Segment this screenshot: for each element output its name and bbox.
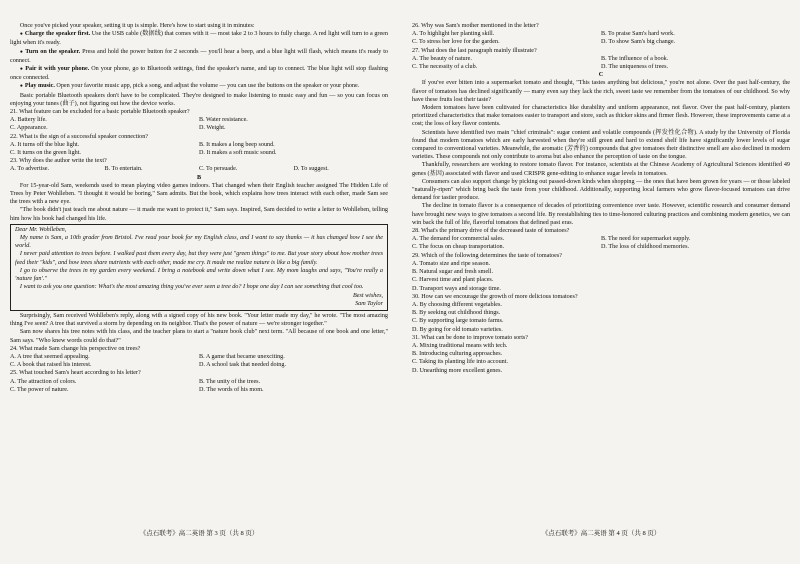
letter-paragraph-1: My name is Sam, a 10th grader from Bristol. I've read your book for my English class, and I want to say thanks — it has changed how I see the world.: [15, 235, 383, 250]
step-pair-text: On your phone, go to Bluetooth settings, find the speaker's name, and tap to connect. The blue light will stop flashing once connected.: [10, 66, 388, 82]
option-29-a: A. Tomato size and ripe season.: [412, 260, 491, 267]
option-23-c: C. To persuade.: [199, 166, 238, 173]
option-25-c: C. The power of nature.: [10, 386, 69, 393]
step-pair-title: ● Pair it with your phone.: [20, 66, 89, 72]
option-29-c: C. Harvest time and plant places.: [412, 277, 494, 284]
question-23-options: [10, 165, 388, 173]
question-27: 27. What does the last paragraph mainly illustrate?: [412, 47, 537, 54]
step-charge-text: Use the USB cable (数据线) that comes with it — most take 2 to 3 hours to fully charge. A red light will turn to a green light when it's ready.: [10, 31, 388, 47]
letter-greeting: Dear Mr. Wohlleben,: [15, 226, 67, 233]
page-footer-left: 《点石联考》高二英语 第 3 页（共 8 页）: [139, 530, 259, 537]
intro-paragraph: Once you've picked your speaker, setting it up is simple. Here's how to start using it in minutes:: [19, 23, 255, 29]
question-21: 21. What feature can be excluded for a basic portable Bluetooth speaker?: [10, 109, 190, 116]
option-26-a: A. To highlight her planting skill.: [412, 31, 495, 38]
passage-b-paragraph-1: For 15-year-old Sam, weekends used to mean playing video games indoors. That changed when their English teacher assigned The Hidden Life of Trees by Peter Wohlleben. "I thought it would be boring," Sam admits. But the book, which explains how trees interact with each other, made Sam see the trees with a new eye.: [10, 182, 388, 206]
question-30: 30. How can we encourage the growth of more delicious tomatoes?: [412, 293, 578, 300]
option-27-a: A. The beauty of nature.: [412, 55, 472, 62]
option-26-b: B. To praise Sam's hard work.: [601, 31, 675, 38]
option-21-d: D. Weight.: [199, 125, 226, 132]
option-22-c: C. It turns on the green light.: [10, 150, 81, 157]
option-29-b: B. Natural sugar and fresh smell.: [412, 269, 494, 276]
passage-c-paragraph-6: The decline in tomato flavor is a consequence of decades of prioritizing convenience over taste. However, scientific research and consumer demand have brought new ways to give tomatoes a second life. By reestablishing ties to time-honored culturing practices and combining modern genetics, we can win back the full of life, flavorful tomatoes that defined past eras.: [412, 203, 790, 226]
step-turn-on-title: ● Turn on the speaker.: [20, 49, 80, 55]
question-22-options: [10, 141, 388, 157]
option-21-a: A. Battery life.: [10, 117, 47, 124]
passage-b-paragraph-4: Sam now shares his tree notes with his class, and the teacher plans to start a "nature book club" next term. "All because of one book and one letter," Sam says. "Who knew words could do that?": [10, 329, 388, 344]
passage-c-paragraph-5: Consumers can also support change by picking out passed-down kinds when shopping — the ones that have been grown for years — or those labeled "naturally-ripen" which bring back the taste from your childhood. Additionally, supporting local farmers who grow flavor-focused tomatoes can drive demand for tastier produce.: [412, 178, 790, 202]
question-24: 24. What made Sam change his perspective on trees?: [10, 345, 141, 352]
section-b-heading: B: [196, 174, 202, 181]
option-30-d: D. By going for old tomato varieties.: [412, 326, 503, 333]
option-22-d: D. It makes a soft music sound.: [199, 150, 277, 157]
passage-b-paragraph-3: Surprisingly, Sam received Wohlleben's reply, along with a signed copy of his new book. "Your letter made my day," he wrote. "The most amazing thing I've seen? A tree that survived a storm by depending on its neighbor. That's the power of nature — we're stronger together.": [10, 312, 388, 328]
option-27-d: D. The uniqueness of trees.: [601, 64, 669, 71]
option-21-b: B. Water resistance.: [199, 117, 248, 124]
question-31: 31. What can be done to improve tomato sorts?: [412, 334, 529, 341]
option-24-a: A. A tree that seemed appealing.: [10, 353, 90, 360]
passage-c-paragraph-1: If you've ever bitten into a supermarket tomato and thought, "This tastes anything but delicious," you're not alone. Over the past half-century, the flavor of tomatoes has declined significantly — many even say they lack the rich, sweet taste we remember from the tomatoes of our childhood. So why have these fruits lost their taste?: [412, 80, 790, 103]
passage-c-paragraph-4: Thankfully, researchers are working to restore tomato flavor. For instance, scientists at the Chinese Academy of Agricultural Sciences identified 49 genes (基因) associated with flavor and used CRISPR gene-editing to enhance sugar levels in tomatoes.: [412, 162, 790, 177]
option-23-a: A. To advertise.: [10, 166, 50, 173]
section-c-heading: C: [598, 72, 604, 79]
step-charge: [10, 30, 388, 47]
option-30-b: B. By seeking out childhood things.: [412, 310, 501, 317]
option-23-d: D. To suggest.: [293, 166, 329, 173]
option-30-c: C. By supporting large tomato farms.: [412, 318, 504, 325]
option-29-d: D. Transport ways and storage time.: [412, 285, 501, 292]
option-28-d: D. The loss of childhood memories.: [601, 244, 690, 251]
option-27-b: B. The influence of a book.: [601, 55, 669, 62]
question-28-options: [412, 235, 790, 251]
question-28: 28. What's the primary drive of the decreased taste of tomatoes?: [412, 228, 570, 235]
option-27-c: C. The necessity of a club.: [412, 64, 478, 71]
option-21-c: C. Appearance.: [10, 125, 48, 132]
step-turn-on: [10, 48, 388, 65]
letter-paragraph-2: I never paid attention to trees before. I walked past them every day, but they were just "green things" to me. But your story about how mother trees feed their "kids", and how trees share nutrients with each other, made me cry. It made me realize nature is like a big family.: [15, 251, 383, 266]
option-26-d: D. To show Sam's big change.: [601, 39, 676, 46]
option-24-c: C. A book that raised his interest.: [10, 362, 92, 369]
step-charge-title: ● Charge the speaker first.: [20, 31, 90, 37]
option-23-b: B. To entertain.: [104, 166, 143, 173]
option-30-a: A. By choosing different vegetables.: [412, 301, 502, 308]
letter-closing: Best wishes,: [352, 292, 383, 299]
option-31-a: A. Mixing traditional means with tech.: [412, 342, 508, 349]
passage-c-paragraph-3: Scientists have identified two main "chief criminals": sugar content and volatile compounds (挥发性化合物). A study by the University of Florida found that modern tomatoes which are early harvested when they're still green and hard to extend shelf life have significantly lower levels of sugar compared to conventional varieties. Meanwhile, the aromatic (芳香的) compounds that give tomatoes their distinctive smell are also declined in modern varieties. These compounds not only contribute to aroma but also enhance the perception of taste on the tongue.: [412, 129, 790, 161]
step-play-text: Open your favorite music app, pick a song, and adjust the volume — you can use the buttons on the speaker or your phone.: [54, 83, 360, 90]
question-26-options: [412, 30, 790, 46]
option-26-c: C. To stress her love for the garden.: [412, 39, 500, 46]
option-31-d: D. Unearthing more excellent genes.: [412, 367, 503, 374]
question-27-options: [412, 55, 790, 71]
option-28-a: A. The demand for commercial sales.: [412, 236, 505, 243]
option-28-c: C. The focus on cheap transportation.: [412, 244, 505, 251]
option-31-c: C. Taking its planting life into account.: [412, 359, 508, 366]
passage-c-paragraph-2: Modern tomatoes have been cultivated for characteristics like durability and uniform appearance, not flavor. Over the past half-century, planters prioritized characteristics that make tomatoes easier to transport and store, such as thicker skins and firmer flesh. However, these improvements came at a cost; the loss of key flavor contents.: [412, 105, 790, 128]
right-column: [412, 22, 790, 375]
option-31-b: B. Introducing culturing approaches.: [412, 351, 503, 358]
outro-paragraph: Basic portable Bluetooth speakers don't have to be complicated. They're designed to make listening to music easy and fun — so you can focus on enjoying your tunes (曲子), not figuring out how the device works.: [10, 92, 388, 107]
step-pair: [10, 65, 388, 82]
letter-paragraph-4: I want to ask you one question: What's the most amazing thing you've ever seen a tree do? I hope one day I can see something that cool too.: [19, 284, 364, 291]
question-23: 23. Why does the author write the text?: [10, 158, 107, 165]
option-28-b: B. The need for supermarket supply.: [601, 236, 691, 243]
question-29: 29. Which of the following determines the taste of tomatoes?: [412, 252, 562, 259]
passage-b-paragraph-2: "The book didn't just teach me about nature — it made me want to protect it," Sam says. Inspired, Sam decided to write a letter to Wohlleben, telling him how his book had changed his life.: [10, 207, 388, 222]
question-21-options: [10, 116, 388, 132]
option-25-b: B. The unity of the trees.: [199, 378, 261, 385]
step-play: [10, 82, 388, 91]
option-24-d: D. A school task that needed doing.: [199, 362, 286, 369]
question-24-options: [10, 353, 388, 369]
question-26: 26. Why was Sam's mother mentioned in the letter?: [412, 23, 539, 29]
option-22-b: B. It makes a long beep sound.: [199, 141, 275, 148]
letter-box: [10, 224, 388, 311]
question-25-options: [10, 378, 388, 394]
option-22-a: A. It turns off the blue light.: [10, 141, 80, 148]
left-column: [10, 22, 388, 394]
letter-signature: Sam Taylor: [355, 300, 383, 307]
option-25-a: A. The attraction of colors.: [10, 378, 77, 385]
question-22: 22. What is the sign of a successful speaker connection?: [10, 133, 149, 140]
letter-paragraph-3: I go to observe the trees in my garden every weekend. I bring a notebook and write down what I see. My mom laughs and says, "You're really a 'nature fan'.": [15, 267, 383, 283]
step-turn-on-text: Press and hold the power button for 2 seconds — you'll hear a beep, and a blue light will flash, which means it's ready to connect.: [10, 48, 388, 64]
option-25-d: D. The words of his mom.: [199, 386, 264, 393]
question-25: 25. What touched Sam's heart according to his letter?: [10, 370, 141, 377]
page-footer-right: 《点石联考》高二英语 第 4 页（共 8 页）: [541, 530, 661, 537]
option-24-b: B. A game that became unexciting.: [199, 353, 285, 360]
step-play-title: ● Play music.: [20, 83, 55, 89]
